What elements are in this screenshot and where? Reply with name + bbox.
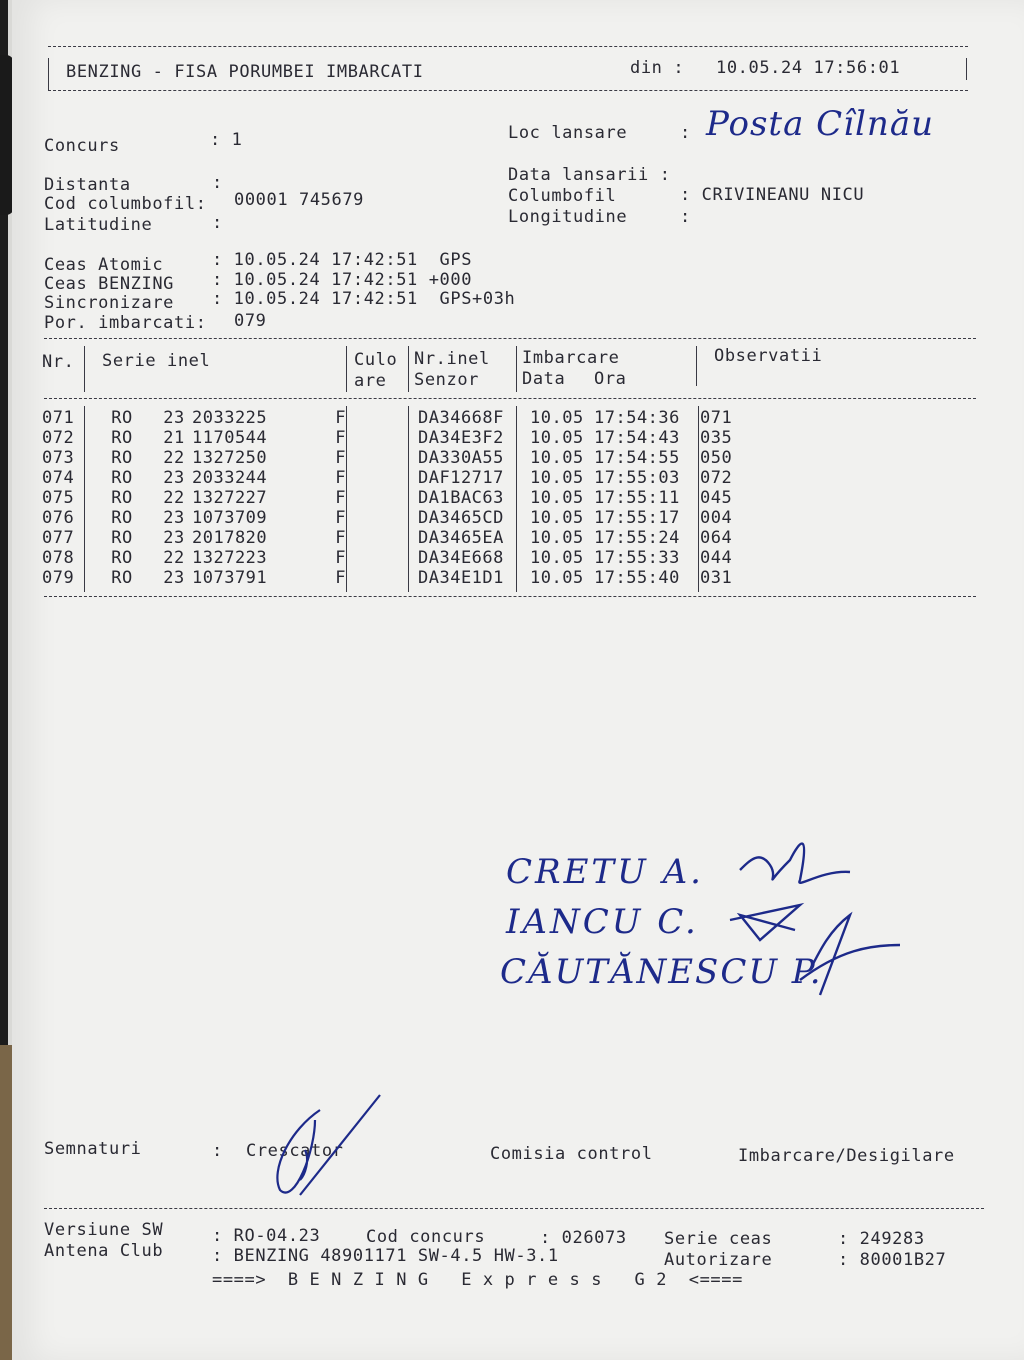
row-time: 17:55:24: [594, 528, 680, 548]
header-top-rule: [48, 46, 968, 47]
row-color: [354, 528, 412, 548]
row-color: [354, 428, 412, 448]
row-year: 22: [163, 548, 185, 568]
crescator-signature-mark: [277, 1095, 380, 1195]
row-nr: 072: [42, 428, 75, 448]
row-ring-number: 2033225: [192, 408, 268, 428]
row-country: RO: [111, 528, 133, 548]
table-row: [42, 448, 760, 468]
th-senzor: Senzor: [414, 370, 480, 390]
row-year: 23: [163, 568, 185, 588]
th-nr: Nr.: [42, 352, 75, 372]
table-row: [42, 488, 760, 508]
row-color: [354, 408, 412, 428]
row-date: 10.05: [530, 488, 584, 508]
table-top-rule: [44, 338, 976, 339]
table-row: [42, 548, 760, 568]
benzing-express-banner: ====> B E N Z I N G E x p r e s s G 2 <====: [212, 1270, 743, 1290]
th-observatii: Observatii: [714, 346, 823, 366]
row-country: RO: [111, 408, 133, 428]
row-sensor: DA34E668: [418, 548, 504, 568]
row-ring-number: 1170544: [192, 428, 268, 448]
table-row: [42, 528, 760, 548]
crescator-label: Crescator: [246, 1141, 344, 1161]
row-ring-number: 1327227: [192, 488, 268, 508]
row-ring-number: 1327223: [192, 548, 268, 568]
row-color: [354, 508, 412, 528]
row-date: 10.05: [530, 428, 584, 448]
row-sex: F: [335, 428, 346, 448]
row-year: 22: [163, 488, 185, 508]
row-observatii: 045: [700, 488, 733, 508]
table-row: [42, 468, 760, 488]
row-observatii: 044: [700, 548, 733, 568]
versiune-sw-value: : RO-04.23: [212, 1226, 321, 1246]
row-country: RO: [111, 568, 133, 588]
header-left-bar: [48, 58, 49, 90]
row-time: 17:55:11: [594, 488, 680, 508]
row-sex: F: [335, 488, 346, 508]
row-year: 22: [163, 448, 185, 468]
footer-rule: [44, 1208, 984, 1209]
longitudine-value: :: [680, 207, 691, 227]
row-country: RO: [111, 448, 133, 468]
row-country: RO: [111, 488, 133, 508]
distanta-value: :: [212, 173, 223, 193]
row-sensor: DAF12717: [418, 468, 504, 488]
th-culo: Culo: [354, 350, 398, 370]
row-observatii: 050: [700, 448, 733, 468]
ceas-atomic-value: : 10.05.24 17:42:51 GPS: [212, 250, 473, 270]
row-time: 17:55:17: [594, 508, 680, 528]
cod-concurs-label: Cod concurs: [366, 1227, 486, 1247]
latitudine-value: :: [212, 213, 223, 233]
th-are: are: [354, 371, 387, 391]
signature-2-mark: [730, 905, 800, 940]
row-sensor: DA34668F: [418, 408, 504, 428]
row-sex: F: [335, 448, 346, 468]
col-sep-2: [346, 346, 347, 392]
semnaturi-colon: :: [212, 1141, 223, 1161]
concurs-value: : 1: [210, 130, 243, 150]
data-lansarii-label: Data lansarii :: [508, 165, 671, 185]
signature-marks-svg: [700, 820, 900, 1000]
imbarcare-desigilare-label: Imbarcare/Desigilare: [738, 1146, 955, 1166]
columbofil-label: Columbofil: [508, 186, 617, 206]
signature-3-mark: [800, 915, 900, 995]
ceas-benzing-value: : 10.05.24 17:42:51 +000: [212, 270, 473, 290]
header-right-bar: [966, 58, 967, 80]
row-nr: 073: [42, 448, 75, 468]
row-observatii: 064: [700, 528, 733, 548]
concurs-label: Concurs: [44, 136, 120, 156]
sincronizare-value: : 10.05.24 17:42:51 GPS+03h: [212, 289, 516, 309]
row-ring-number: 2017820: [192, 528, 268, 548]
longitudine-label: Longitudine: [508, 207, 628, 227]
row-nr: 074: [42, 468, 75, 488]
row-date: 10.05: [530, 508, 584, 528]
row-sensor: DA1BAC63: [418, 488, 504, 508]
row-time: 17:55:33: [594, 548, 680, 568]
row-time: 17:55:40: [594, 568, 680, 588]
row-sex: F: [335, 568, 346, 588]
row-ring-number: 1073709: [192, 508, 268, 528]
row-color: [354, 448, 412, 468]
header-bottom-rule: [48, 90, 968, 91]
row-nr: 071: [42, 408, 75, 428]
row-sensor: DA330A55: [418, 448, 504, 468]
loc-lansare-colon: :: [680, 123, 691, 143]
antena-club-label: Antena Club: [44, 1241, 164, 1261]
handwritten-name-2: IANCU C.: [506, 902, 699, 942]
th-serie-inel: Serie inel: [102, 351, 211, 371]
columbofil-value: : CRIVINEANU NICU: [680, 185, 865, 205]
row-date: 10.05: [530, 468, 584, 488]
row-observatii: 072: [700, 468, 733, 488]
row-sex: F: [335, 508, 346, 528]
row-year: 23: [163, 468, 185, 488]
row-ring-number: 1073791: [192, 568, 268, 588]
row-sensor: DA34E1D1: [418, 568, 504, 588]
row-country: RO: [111, 548, 133, 568]
por-imbarcati-value: 079: [234, 311, 267, 331]
row-date: 10.05: [530, 448, 584, 468]
row-date: 10.05: [530, 528, 584, 548]
row-time: 17:54:43: [594, 428, 680, 448]
por-imbarcati-label: Por. imbarcati:: [44, 313, 207, 333]
row-time: 17:54:55: [594, 448, 680, 468]
versiune-sw-label: Versiune SW: [44, 1220, 164, 1240]
serie-ceas-label: Serie ceas: [664, 1229, 773, 1249]
serie-ceas-value: : 249283: [838, 1229, 925, 1249]
row-sex: F: [335, 468, 346, 488]
row-observatii: 031: [700, 568, 733, 588]
handwritten-name-1: CRETU A.: [506, 852, 704, 892]
row-year: 23: [163, 528, 185, 548]
row-observatii: 071: [700, 408, 733, 428]
loc-lansare-label: Loc lansare: [508, 123, 628, 143]
row-nr: 077: [42, 528, 75, 548]
col-sep-3: [408, 346, 409, 392]
row-nr: 075: [42, 488, 75, 508]
autorizare-value: : 80001B27: [838, 1250, 947, 1270]
row-observatii: 035: [700, 428, 733, 448]
date-label: din :: [630, 58, 685, 78]
row-date: 10.05: [530, 568, 584, 588]
row-date: 10.05: [530, 408, 584, 428]
semnaturi-label: Semnaturi: [44, 1139, 142, 1159]
row-date: 10.05: [530, 548, 584, 568]
row-color: [354, 548, 412, 568]
row-ring-number: 2033244: [192, 468, 268, 488]
document-title: BENZING - FISA PORUMBEI IMBARCATI: [66, 62, 424, 82]
row-sex: F: [335, 408, 346, 428]
table-bottom-rule: [44, 596, 976, 597]
handwritten-name-3: CĂUTĂNESCU P.: [500, 952, 823, 992]
row-sex: F: [335, 548, 346, 568]
row-time: 17:55:03: [594, 468, 680, 488]
cod-concurs-value: : 026073: [540, 1228, 627, 1248]
row-nr: 079: [42, 568, 75, 588]
th-data: Data: [522, 369, 566, 389]
date-value: 10.05.24 17:56:01: [716, 58, 901, 78]
pigeon-table: [42, 408, 760, 588]
th-nr-inel: Nr.inel: [414, 349, 490, 369]
row-ring-number: 1327250: [192, 448, 268, 468]
signature-1-mark: [740, 844, 850, 883]
ceas-benzing-label: Ceas BENZING: [44, 274, 175, 294]
row-year: 23: [163, 408, 185, 428]
col-sep-5: [696, 346, 697, 386]
row-year: 23: [163, 508, 185, 528]
distanta-label: Distanta: [44, 175, 131, 195]
ceas-atomic-label: Ceas Atomic: [44, 255, 164, 275]
row-sensor: DA34E3F2: [418, 428, 504, 448]
row-country: RO: [111, 428, 133, 448]
row-country: RO: [111, 508, 133, 528]
row-observatii: 004: [700, 508, 733, 528]
table-row: [42, 508, 760, 528]
row-year: 21: [163, 428, 185, 448]
autorizare-label: Autorizare: [664, 1250, 773, 1270]
row-color: [354, 468, 412, 488]
col-sep-1: [84, 346, 85, 392]
table-row: [42, 428, 760, 448]
antena-club-value: : BENZING 48901171 SW-4.5 HW-3.1: [212, 1246, 559, 1266]
table-header-rule: [44, 398, 976, 399]
table-row: [42, 568, 760, 588]
crescator-signature-svg: [260, 1090, 390, 1210]
row-country: RO: [111, 468, 133, 488]
th-imbarcare: Imbarcare: [522, 348, 620, 368]
col-sep-4: [516, 346, 517, 392]
cod-columbofil-value: 00001 745679: [234, 190, 365, 210]
row-nr: 078: [42, 548, 75, 568]
row-nr: 076: [42, 508, 75, 528]
sincronizare-label: Sincronizare: [44, 293, 175, 313]
table-row: [42, 408, 760, 428]
comisia-control-label: Comisia control: [490, 1144, 653, 1164]
row-color: [354, 568, 412, 588]
latitudine-label: Latitudine: [44, 215, 153, 235]
row-sensor: DA3465CD: [418, 508, 504, 528]
cod-columbofil-label: Cod columbofil:: [44, 194, 207, 214]
th-ora: Ora: [594, 369, 627, 389]
row-time: 17:54:36: [594, 408, 680, 428]
loc-lansare-handwritten: Posta Cîlnău: [706, 104, 934, 144]
row-sex: F: [335, 528, 346, 548]
row-sensor: DA3465EA: [418, 528, 504, 548]
row-color: [354, 488, 412, 508]
